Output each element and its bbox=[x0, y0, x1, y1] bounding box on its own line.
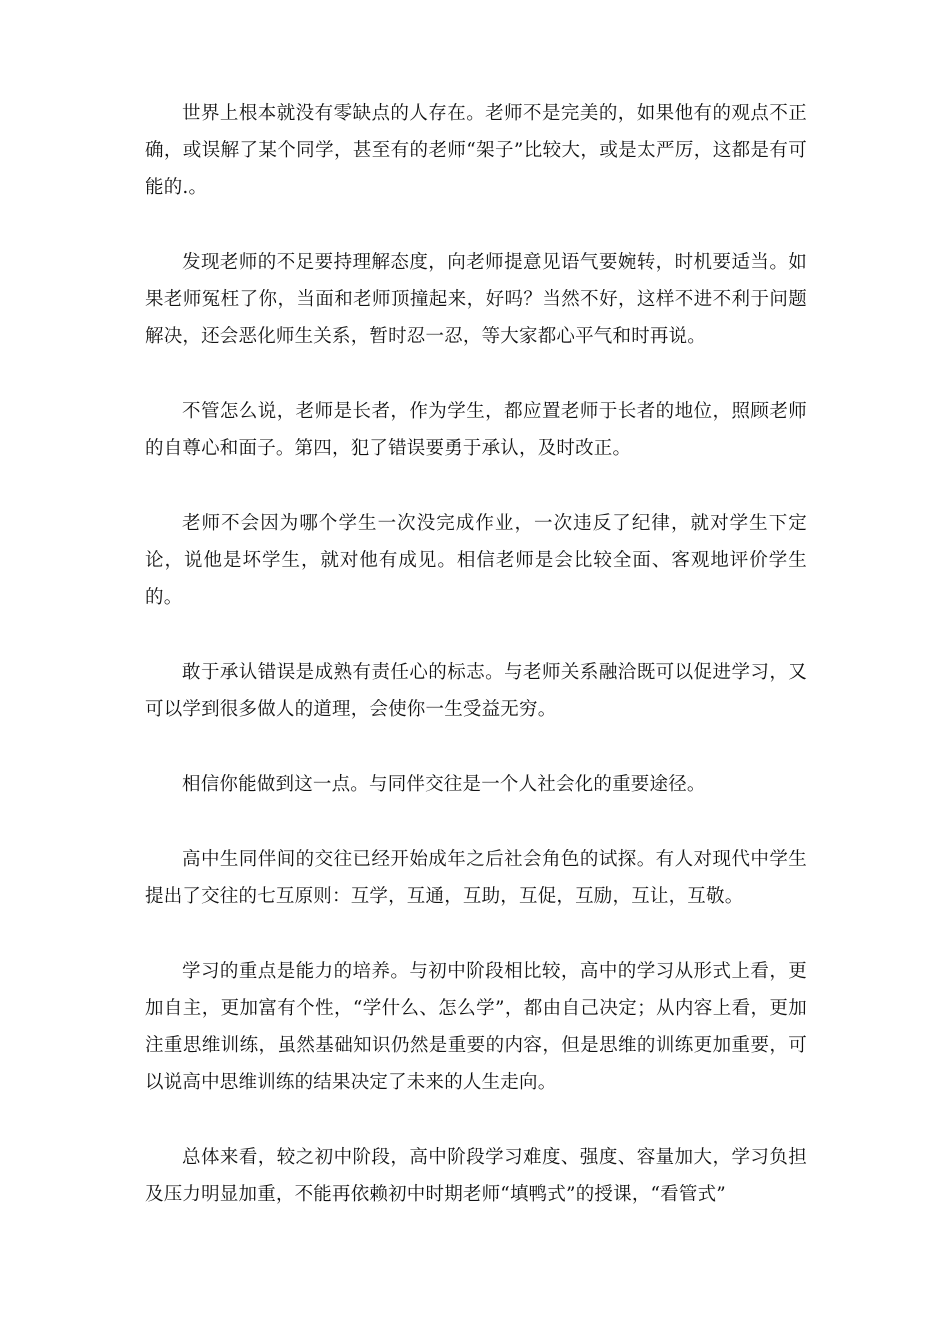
paragraph-9: 总体来看，较之初中阶段，高中阶段学习难度、强度、容量加大，学习负担及压力明显加重，不能再依赖初中时期老师“填鸭式”的授课，“看管式” bbox=[145, 1147, 807, 1205]
paragraph-4: 老师不会因为哪个学生一次没完成作业，一次违反了纪律，就对学生下定论，说他是坏学生，就对他有成见。相信老师是会比较全面、客观地评价学生的。 bbox=[145, 513, 807, 608]
paragraph-1: 世界上根本就没有零缺点的人存在。老师不是完美的，如果他有的观点不正确，或误解了某个同学，甚至有的老师“架子”比较大，或是太严厉，这都是有可能的.。 bbox=[145, 103, 807, 198]
paragraph-6: 相信你能做到这一点。与同伴交往是一个人社会化的重要途径。 bbox=[182, 774, 706, 795]
paragraph-3: 不管怎么说，老师是长者，作为学生，都应置老师于长者的地位，照顾老师的自尊心和面子。第四，犯了错误要勇于承认，及时改正。 bbox=[145, 401, 807, 459]
paragraph-8: 学习的重点是能力的培养。与初中阶段相比较，高中的学习从形式上看，更加自主，更加富有个性，“学什么、怎么学”，都由自己决定；从内容上看，更加注重思维训练，虽然基础知识仍然是重要的内容，但是思维的训练更加重要，可以说高中思维训练的结果决定了未来的人生走向。 bbox=[145, 961, 807, 1093]
paragraph-5: 敢于承认错误是成熟有责任心的标志。与老师关系融洽既可以促进学习，又可以学到很多做人的道理，会使你一生受益无穷。 bbox=[145, 662, 807, 720]
paragraph-7: 高中生同伴间的交往已经开始成年之后社会角色的试探。有人对现代中学生提出了交往的七互原则：互学，互通，互助，互促，互励，互让，互敬。 bbox=[145, 849, 807, 907]
document-page bbox=[145, 95, 807, 1251]
paragraph-2: 发现老师的不足要持理解态度，向老师提意见语气要婉转，时机要适当。如果老师冤枉了你，当面和老师顶撞起来，好吗？当然不好，这样不进不利于问题解决，还会恶化师生关系，暂时忍一忍，等大家都心平气和时再说。 bbox=[145, 252, 807, 347]
